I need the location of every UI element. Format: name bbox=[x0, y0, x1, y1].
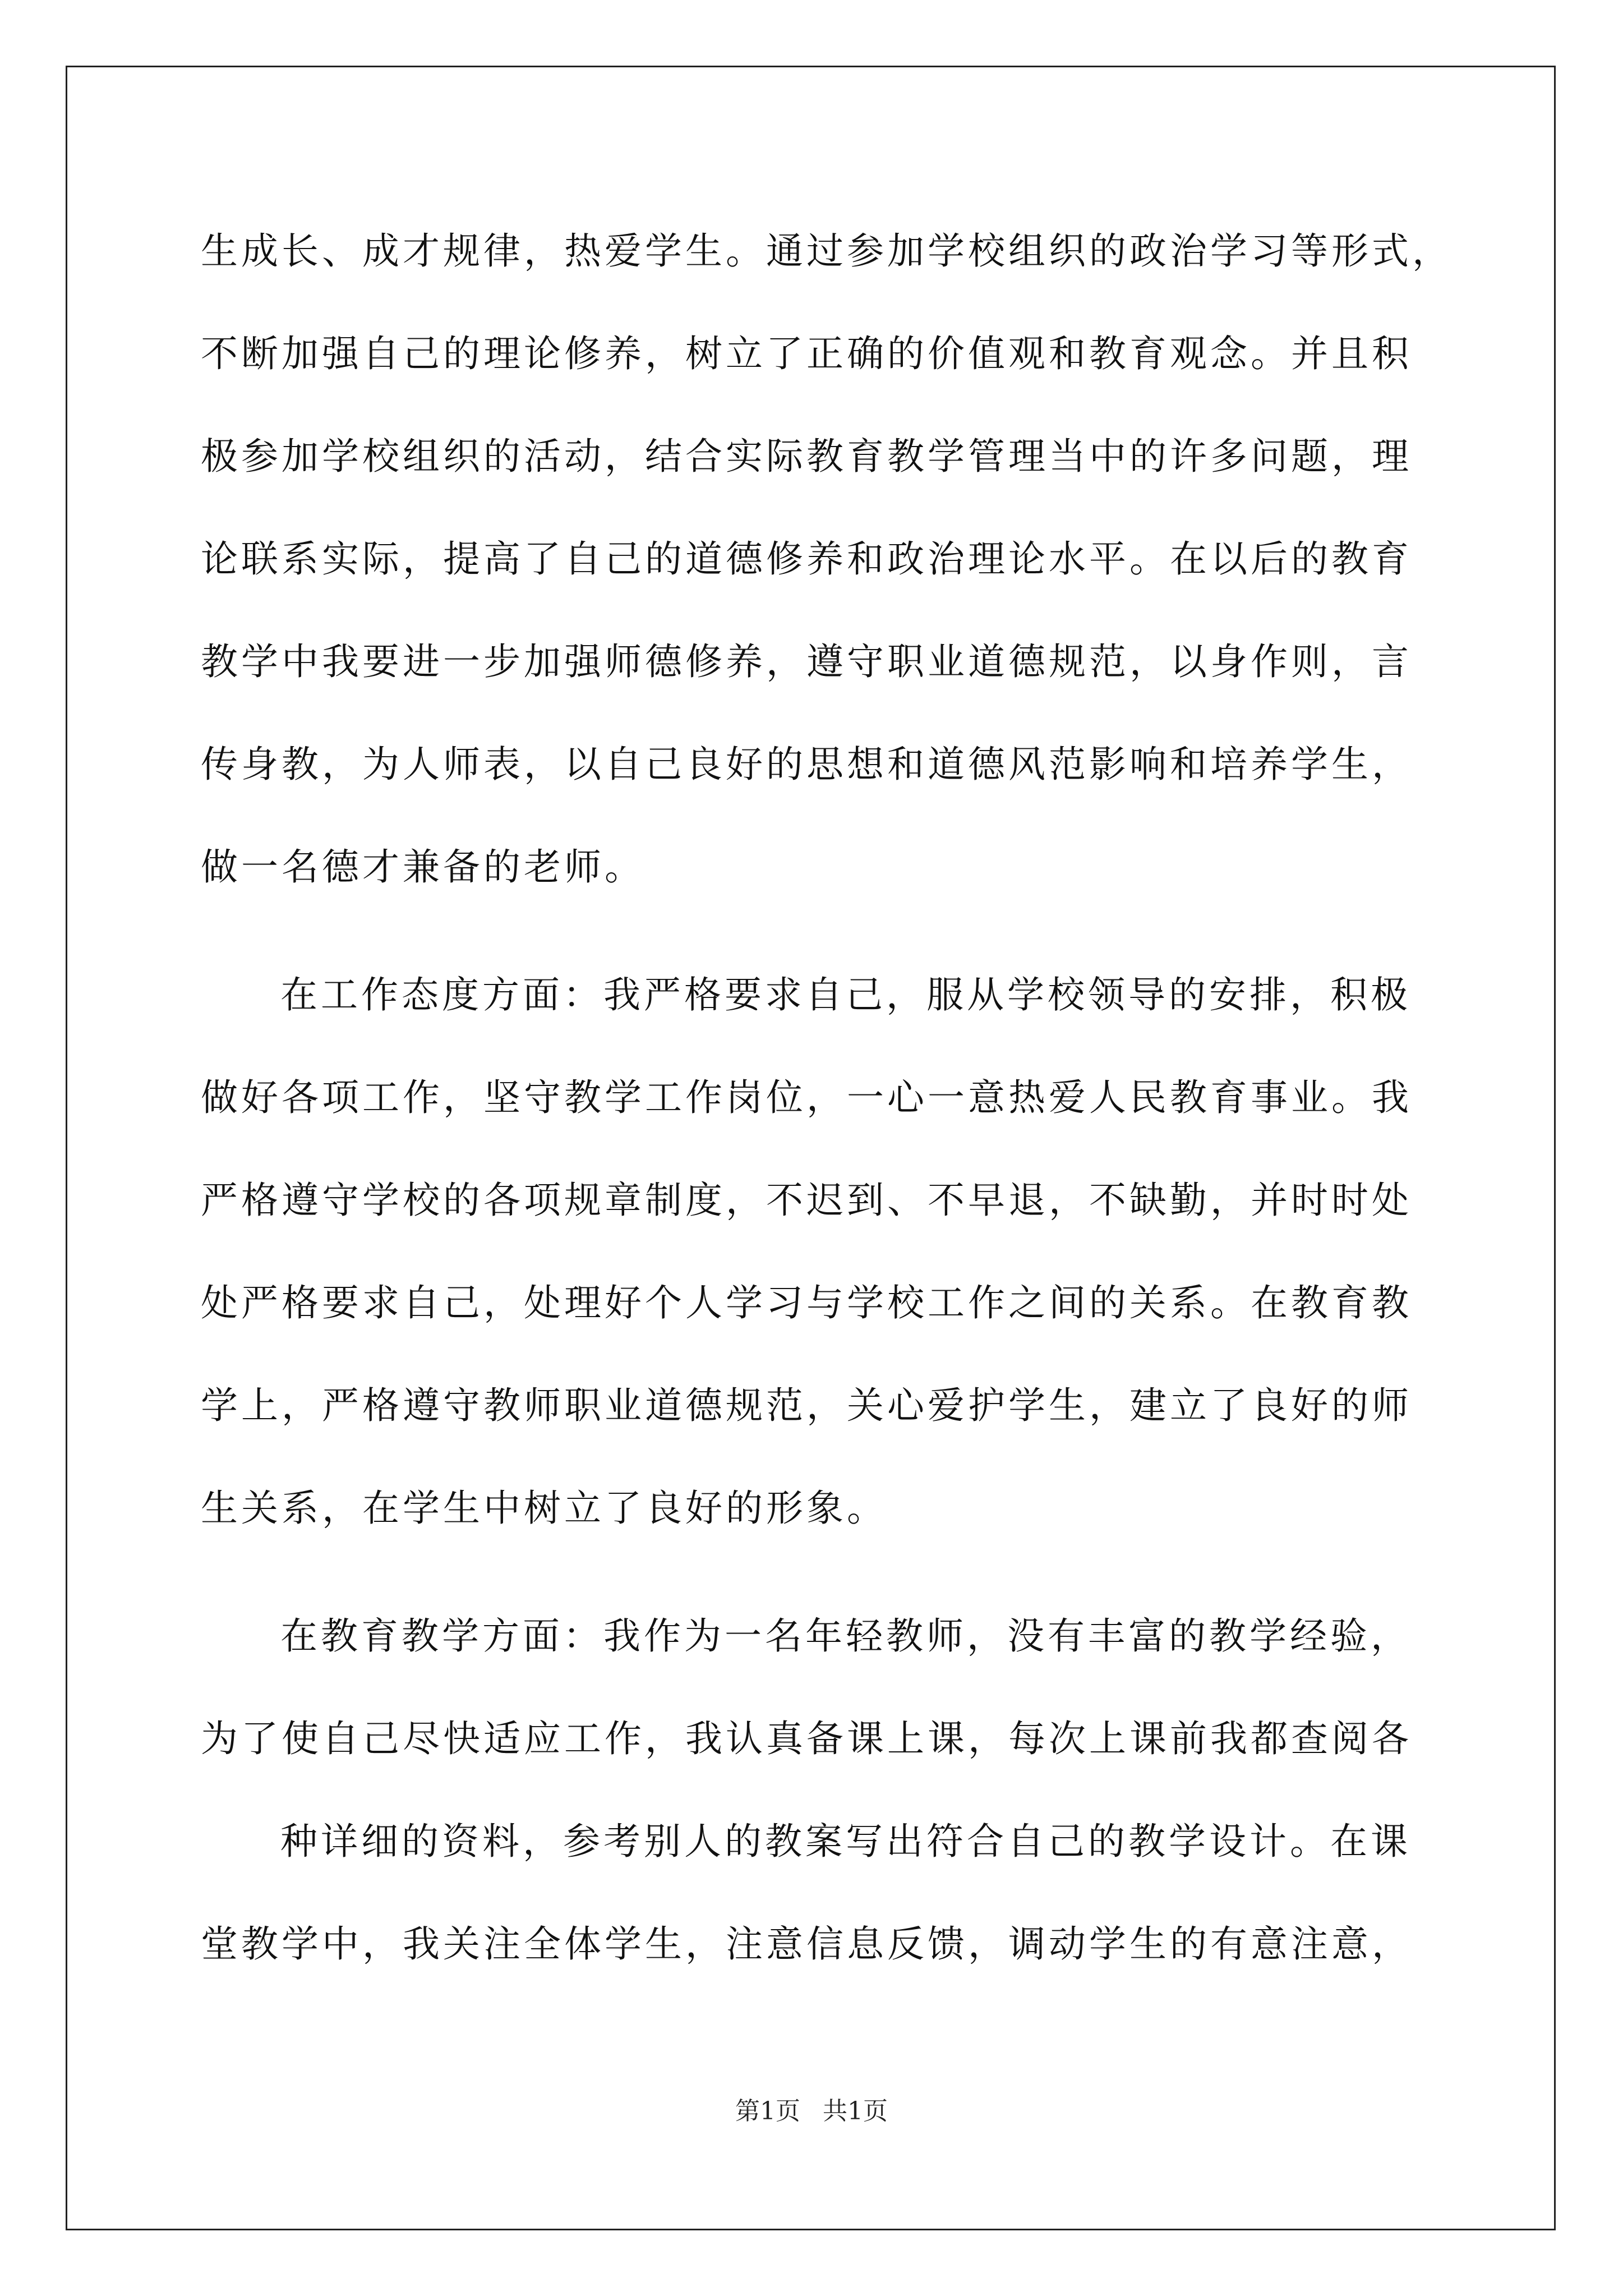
text-line: 论联系实际，提高了自己的道德修养和政治理论水平。在以后的教育 bbox=[201, 537, 1412, 581]
page-footer bbox=[0, 2095, 1623, 2128]
text-line: 学上，严格遵守教师职业道德规范，关心爱护学生，建立了良好的师 bbox=[201, 1384, 1412, 1427]
text-line: 极参加学校组织的活动，结合实际教育教学管理当中的许多问题，理 bbox=[201, 435, 1412, 478]
text-line: 生关系，在学生中树立了良好的形象。 bbox=[201, 1487, 887, 1530]
page-total: 共1页 bbox=[823, 2097, 888, 2125]
page-number: 第1页 bbox=[735, 2097, 800, 2125]
text-line: 做好各项工作，坚守教学工作岗位，一心一意热爱人民教育事业。我 bbox=[201, 1076, 1412, 1119]
text-line: 处严格要求自己，处理好个人学习与学校工作之间的关系。在教育教 bbox=[201, 1281, 1412, 1324]
text-line: 严格遵守学校的各项规章制度，不迟到、不早退，不缺勤，并时时处 bbox=[201, 1179, 1412, 1222]
text-line: 在教育教学方面：我作为一名年轻教师，没有丰富的教学经验， bbox=[280, 1614, 1411, 1658]
text-line: 做一名德才兼备的老师。 bbox=[201, 845, 645, 889]
text-line: 教学中我要进一步加强师德修养，遵守职业道德规范，以身作则，言 bbox=[201, 640, 1412, 683]
text-line: 不断加强自己的理论修养，树立了正确的价值观和教育观念。并且积 bbox=[201, 332, 1412, 375]
page-border bbox=[66, 66, 1556, 2230]
text-line: 在工作态度方面：我严格要求自己，服从学校领导的安排，积极 bbox=[280, 973, 1411, 1016]
text-line: 种详细的资料，参考别人的教案写出符合自己的教学设计。在课 bbox=[280, 1820, 1411, 1863]
text-line: 为了使自己尽快适应工作，我认真备课上课，每次上课前我都查阅各 bbox=[201, 1717, 1412, 1760]
text-line: 传身教，为人师表，以自己良好的思想和道德风范影响和培养学生， bbox=[201, 743, 1412, 786]
text-line: 堂教学中，我关注全体学生，注意信息反馈，调动学生的有意注意， bbox=[201, 1922, 1412, 1966]
text-line: 生成长、成才规律，热爱学生。通过参加学校组织的政治学习等形式， bbox=[201, 229, 1453, 273]
